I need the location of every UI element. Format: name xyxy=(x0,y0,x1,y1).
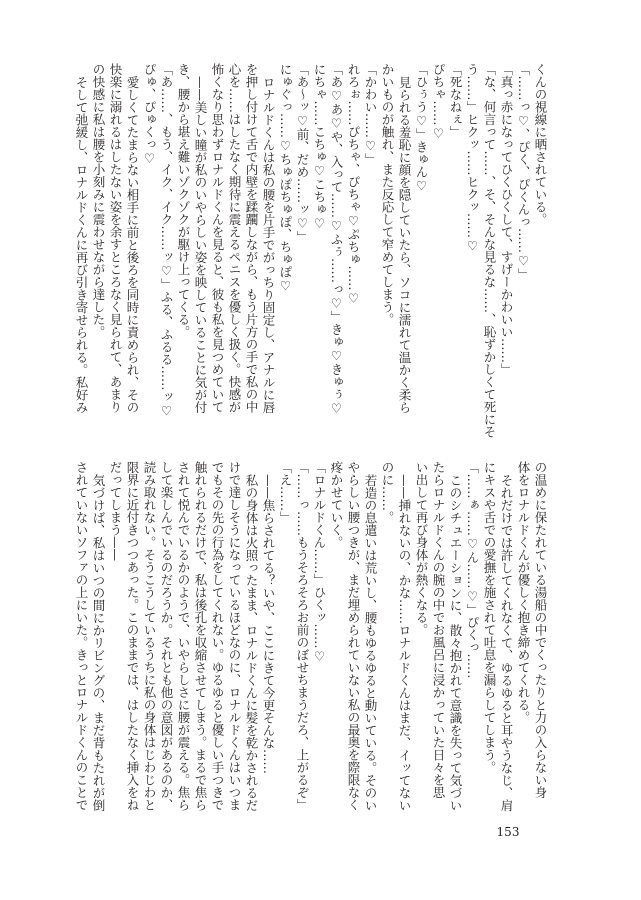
text-line: の温めに保たれている湯船の中でくったりと力の入らない身 xyxy=(533,461,548,799)
text-line: 体をロナルドくんが優しく抱き締めてくれる。 xyxy=(516,461,531,724)
text-line: かいものが触れ、また反応して窄めてしまう。 xyxy=(380,63,395,326)
text-line: して楽しんでいるのだろうか。それとも他の意図があるのか、 xyxy=(159,461,174,811)
text-line: にちゃ……こちゅ♡こちゅ♡ xyxy=(312,63,327,231)
text-line: にキスや舌での愛撫を施されて吐息を漏らしてしまう。 xyxy=(482,461,497,774)
text-line: 疼かせていく。 xyxy=(329,461,344,549)
text-line: ——美しい瞳が私のいやらしい姿を映していることに気が付 xyxy=(193,75,208,413)
upper-text-block xyxy=(73,63,549,438)
text-line: 「真っ赤になってひくひくして、すげーかわいい……」 xyxy=(499,63,514,376)
text-line: 気づけば、私はいつの間にかリビングの、まだ背もたれが倒 xyxy=(91,473,106,811)
text-line: 愛しくてたまらない相手に前と後ろを同時に責められ、その xyxy=(125,75,140,413)
text-line: 「ひぅう♡」きゅん♡ xyxy=(414,63,429,193)
text-line: い出して再び身体が熱くなる。 xyxy=(414,461,429,636)
text-line: ロナルドくんは私の腰を片手でがっちり固定し、アナルに唇 xyxy=(261,75,276,413)
text-line: たらロナルドくんの腕の中でお風呂に浸かっていた日々を思 xyxy=(431,461,446,799)
text-line: 「……っ♡、ぴく、ぴくんっ……♡」 xyxy=(516,63,531,281)
text-line: 私の身体は火照ったまま、ロナルドくんに髪を乾かされるだ xyxy=(244,473,259,811)
text-line: 「あ♡あ♡や、入って……♡ふぅ……っ♡」きゅ♡きゅぅ♡ xyxy=(329,63,344,416)
text-line: そして弛緩し、ロナルドくんに再び引き寄せられる。私好み xyxy=(74,75,89,413)
text-line: う……」ヒクッ……ヒクッ……♡ xyxy=(465,63,480,253)
text-line: 「死なねぇ」 xyxy=(448,63,463,138)
text-line: 触れられるだけで、私は後孔を収縮させてしまう。まるで焦ら xyxy=(193,461,208,811)
text-line: れろぉ……ぴちゃ、ぴちゃ♡ぷちゅ……♡ xyxy=(346,63,361,306)
text-line: 「あ……、もう、イク、イク……ッ♡」ふる、ふるる……ッ♡ xyxy=(159,63,174,418)
text-line: でもその先の行為をしてくれない。ゆるゆると優しい手つきで xyxy=(210,461,225,811)
text-line: 「な、何言って……、そ、そんな見るな……、恥ずかしくて死にそ xyxy=(482,63,497,438)
text-line: き、腰から堪え難いゾクゾクが駆け上ってくる。 xyxy=(176,63,191,338)
text-line: 「あ～ッ♡前、だめ……ッ♡」 xyxy=(295,63,310,243)
text-line: やらしい腰つきが、まだ埋められていない私の最奥を際限なく xyxy=(346,461,361,811)
lower-text-block xyxy=(73,461,549,813)
text-line: けで達しそうになっているほどなのに、ロナルドくんはいつま xyxy=(227,461,242,811)
text-line: 「……っ……もうそろそろお前のぼせちまうだろ、上がるぞ」 xyxy=(295,461,310,811)
text-line: 限界に近付きつつあった。このままでは、はしたなく挿入をね xyxy=(125,461,140,811)
text-line: 心を……はしたなく期待に震えるペニスを優しく扱く。快感が xyxy=(227,63,242,413)
text-line: されて悦んでいるかのようで、いやらしさに腰が震える。焦ら xyxy=(176,461,191,811)
text-line: ぴちゃ……♡ xyxy=(431,63,446,141)
text-line: それだけでは許してくれなくて、ゆるゆると耳やうなじ、肩 xyxy=(499,473,514,811)
text-line: を押し付けて舌で内壁を蹂躙しながら、もう片方の手で私の中 xyxy=(244,63,259,413)
text-line: くんの視線に晒されている。 xyxy=(533,63,548,226)
text-line: ——挿れないの、かな……ロナルドくんはまだ、イッてない xyxy=(397,473,412,811)
text-line: ——焦らされてる？いや、ここにきて今更そんな…… xyxy=(261,473,276,774)
text-line: にゅぐっ……♡ちゅぽちゅぽ、ちゅぽ♡ xyxy=(278,63,293,293)
text-line: だってしまう—— xyxy=(108,461,123,561)
text-line: 「……ぁ……♡ん……♡」ぴくっ…… xyxy=(465,461,480,679)
text-line: 読み取れない。そうこうしているうちに私の身体はじわじわと xyxy=(142,461,157,811)
text-line: されていないソファの上にいた。きっとロナルドくんのことで xyxy=(74,461,89,811)
text-line: の快感に私は腰を小刻みに震わせながら達した。 xyxy=(91,63,106,338)
text-line: 「え……」 xyxy=(278,461,293,524)
text-line: ぴゅ、ぴゅくっ♡ xyxy=(142,63,157,166)
text-line: 「ロナルドくん……」ひくッ……♡ xyxy=(312,461,327,664)
text-line: このシチュエーションに、散々抱かれて意識を失って気づい xyxy=(448,473,463,811)
text-line: 見られる羞恥に顔を隠していたら、ソコに濡れて温かく柔ら xyxy=(397,75,412,413)
text-line: のに……。 xyxy=(380,461,395,524)
page-number: 153 xyxy=(496,825,520,839)
text-line: 「かわい……♡」 xyxy=(363,63,378,166)
text-line: 怖くなり思わずロナルドくんを見ると、彼も私を見つめていて xyxy=(210,63,225,413)
text-line: 若造の息遣いは荒いし、腰もゆるゆると動いている。そのい xyxy=(363,473,378,811)
text-line: 快楽に溺れるはしたない姿を余すところなく見られて、あまり xyxy=(108,63,123,413)
